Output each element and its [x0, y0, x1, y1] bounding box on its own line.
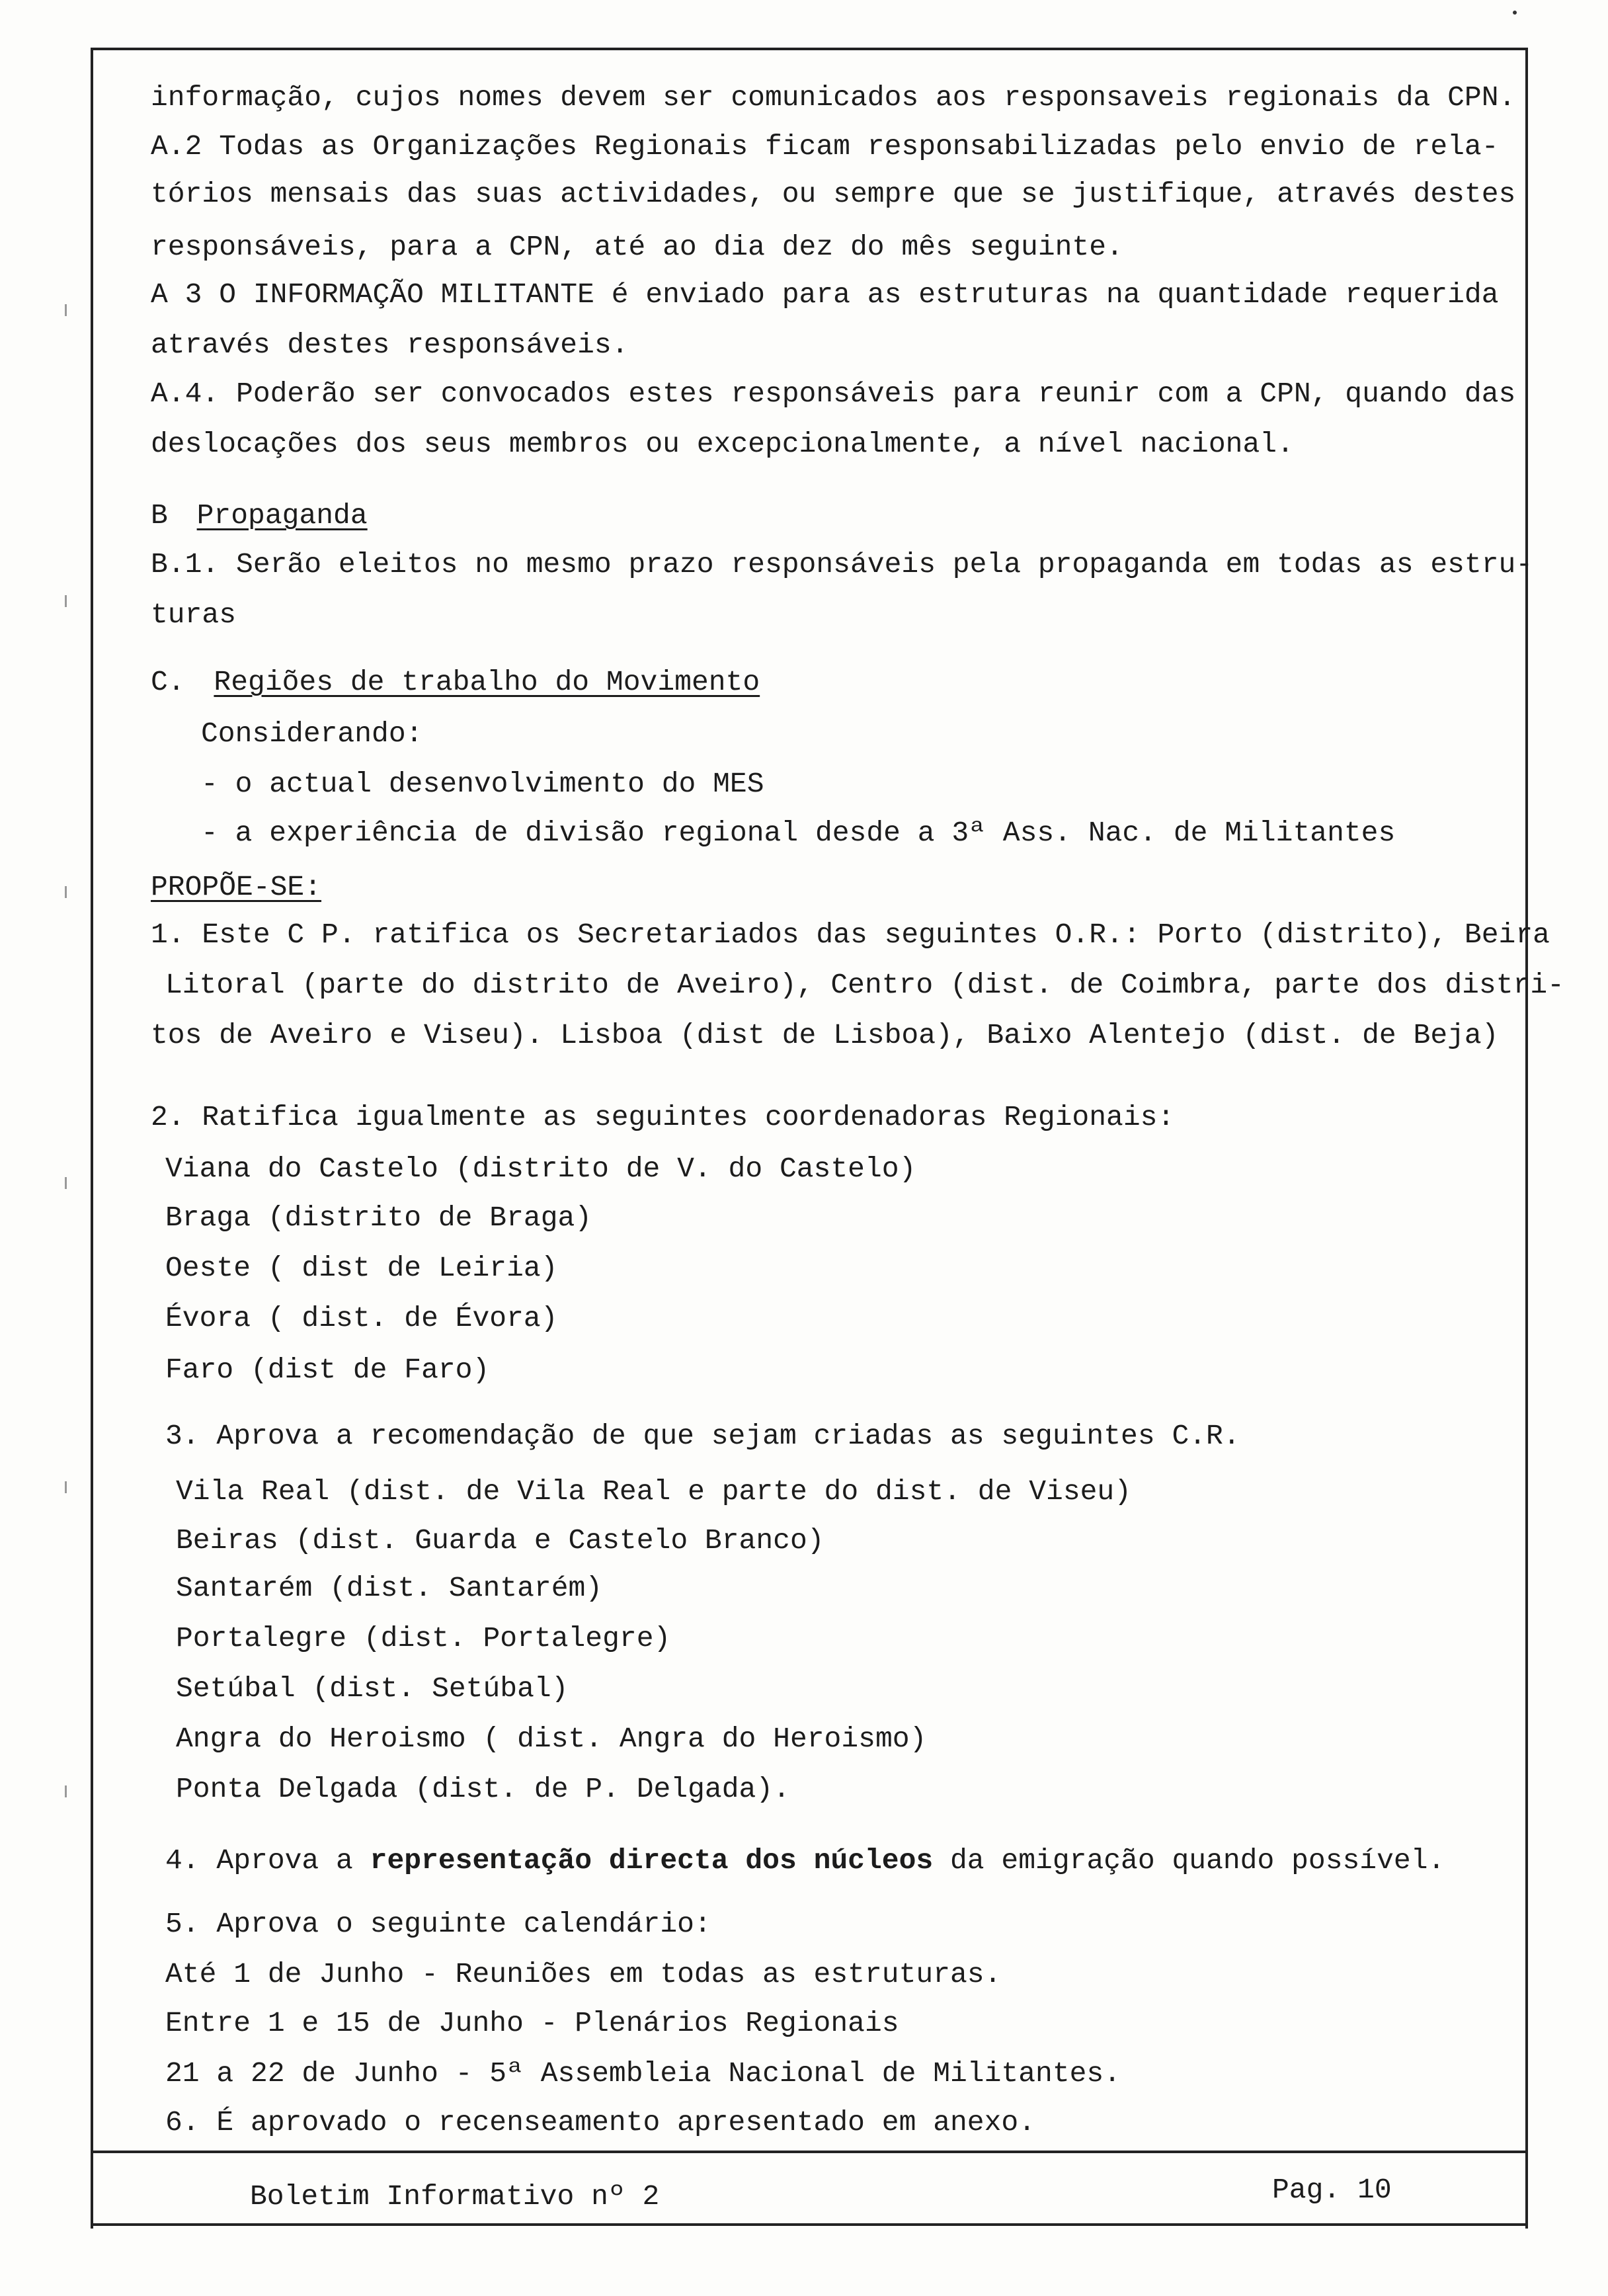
margin-tick: [65, 886, 67, 898]
region-item: Portalegre (dist. Portalegre): [176, 1622, 671, 1655]
schedule-item: Entre 1 e 15 de Junho - Plenários Regionais: [165, 2007, 899, 2039]
text-line: A.4. Poderão ser convocados estes responsáveis para reunir com a CPN, quando das: [151, 378, 1516, 410]
region-item: Beiras (dist. Guarda e Castelo Branco): [176, 1524, 824, 1557]
section-b-heading: [151, 500, 368, 532]
schedule-item: 21 a 22 de Junho - 5ª Assembleia Nacional de Militantes.: [165, 2057, 1121, 2090]
margin-tick: [65, 1481, 67, 1493]
region-item: Braga (distrito de Braga): [165, 1202, 592, 1234]
section-title: Regiões de trabalho do Movimento: [214, 666, 760, 698]
footer-rule: [91, 2151, 1525, 2153]
bullet-item: - o actual desenvolvimento do MES: [201, 768, 764, 800]
text-line: Considerando:: [201, 718, 423, 750]
item4-bold: representação directa dos núcleos: [370, 1844, 934, 1877]
text-line: 5. Aprova o seguinte calendário:: [165, 1908, 711, 1940]
region-item: Oeste ( dist de Leiria): [165, 1252, 558, 1284]
margin-tick: [65, 1785, 67, 1797]
item4-start: 4. Aprova a: [165, 1844, 370, 1877]
propoe-heading: PROPÕE-SE:: [151, 871, 322, 903]
text-line: [165, 1845, 1445, 1877]
region-item: Ponta Delgada (dist. de P. Delgada).: [176, 1773, 790, 1805]
item4-end: da emigração quando possível.: [933, 1844, 1445, 1877]
region-item: Angra do Heroismo ( dist. Angra do Heroismo): [176, 1723, 927, 1755]
margin-tick: [65, 1177, 67, 1189]
bullet-item: - a experiência de divisão regional desde a 3ª Ass. Nac. de Militantes: [201, 817, 1396, 849]
region-item: Évora ( dist. de Évora): [165, 1302, 558, 1334]
text-line: A 3 O INFORMAÇÃO MILITANTE é enviado para as estruturas na quantidade requerida: [151, 278, 1499, 311]
section-letter: B: [151, 499, 168, 532]
text-line: responsáveis, para a CPN, até ao dia dez do mês seguinte.: [151, 231, 1123, 263]
margin-tick: [65, 595, 67, 607]
section-title: Propaganda: [196, 499, 368, 532]
text-line: 3. Aprova a recomendação de que sejam criadas as seguintes C.R.: [165, 1420, 1240, 1452]
scan-speck: [1513, 11, 1517, 15]
margin-tick: [65, 304, 67, 316]
text-line: turas: [151, 598, 237, 631]
region-item: Viana do Castelo (distrito de V. do Castelo): [165, 1153, 916, 1185]
text-line: 2. Ratifica igualmente as seguintes coordenadoras Regionais:: [151, 1101, 1175, 1133]
section-c-heading: [151, 667, 760, 698]
schedule-item: Até 1 de Junho - Reuniões em todas as estruturas.: [165, 1958, 1002, 1990]
text-line: deslocações dos seus membros ou excepcionalmente, a nível nacional.: [151, 428, 1294, 460]
text-line: 1. Este C P. ratifica os Secretariados das seguintes O.R.: Porto (distrito), Beira: [151, 919, 1550, 951]
page-frame: [91, 48, 1528, 2229]
section-letter: C.: [151, 666, 185, 698]
region-item: Faro (dist de Faro): [165, 1354, 490, 1386]
text-line: A.2 Todas as Organizações Regionais ficam responsabilizadas pelo envio de rela-: [151, 130, 1499, 163]
page-number: Pag. 10: [1272, 2174, 1392, 2206]
text-line: Litoral (parte do distrito de Aveiro), Centro (dist. de Coimbra, parte dos distri-: [165, 969, 1564, 1001]
region-item: Santarém (dist. Santarém): [176, 1572, 603, 1604]
text-line: B.1. Serão eleitos no mesmo prazo responsáveis pela propaganda em todas as estru-: [151, 548, 1533, 581]
text-line: informação, cujos nomes devem ser comunicados aos responsaveis regionais da CPN.: [151, 81, 1516, 114]
region-item: Setúbal (dist. Setúbal): [176, 1672, 569, 1705]
footer-title: Boletim Informativo nº 2: [250, 2180, 660, 2213]
text-line: tórios mensais das suas actividades, ou sempre que se justifique, através destes: [151, 178, 1516, 210]
text-line: através destes responsáveis.: [151, 329, 629, 361]
page-bottom-rule: [91, 2223, 1525, 2226]
text-line: tos de Aveiro e Viseu). Lisboa (dist de Lisboa), Baixo Alentejo (dist. de Beja): [151, 1019, 1499, 1051]
region-item: Vila Real (dist. de Vila Real e parte do dist. de Viseu): [176, 1475, 1132, 1508]
text-line: 6. É aprovado o recenseamento apresentado em anexo.: [165, 2106, 1036, 2139]
